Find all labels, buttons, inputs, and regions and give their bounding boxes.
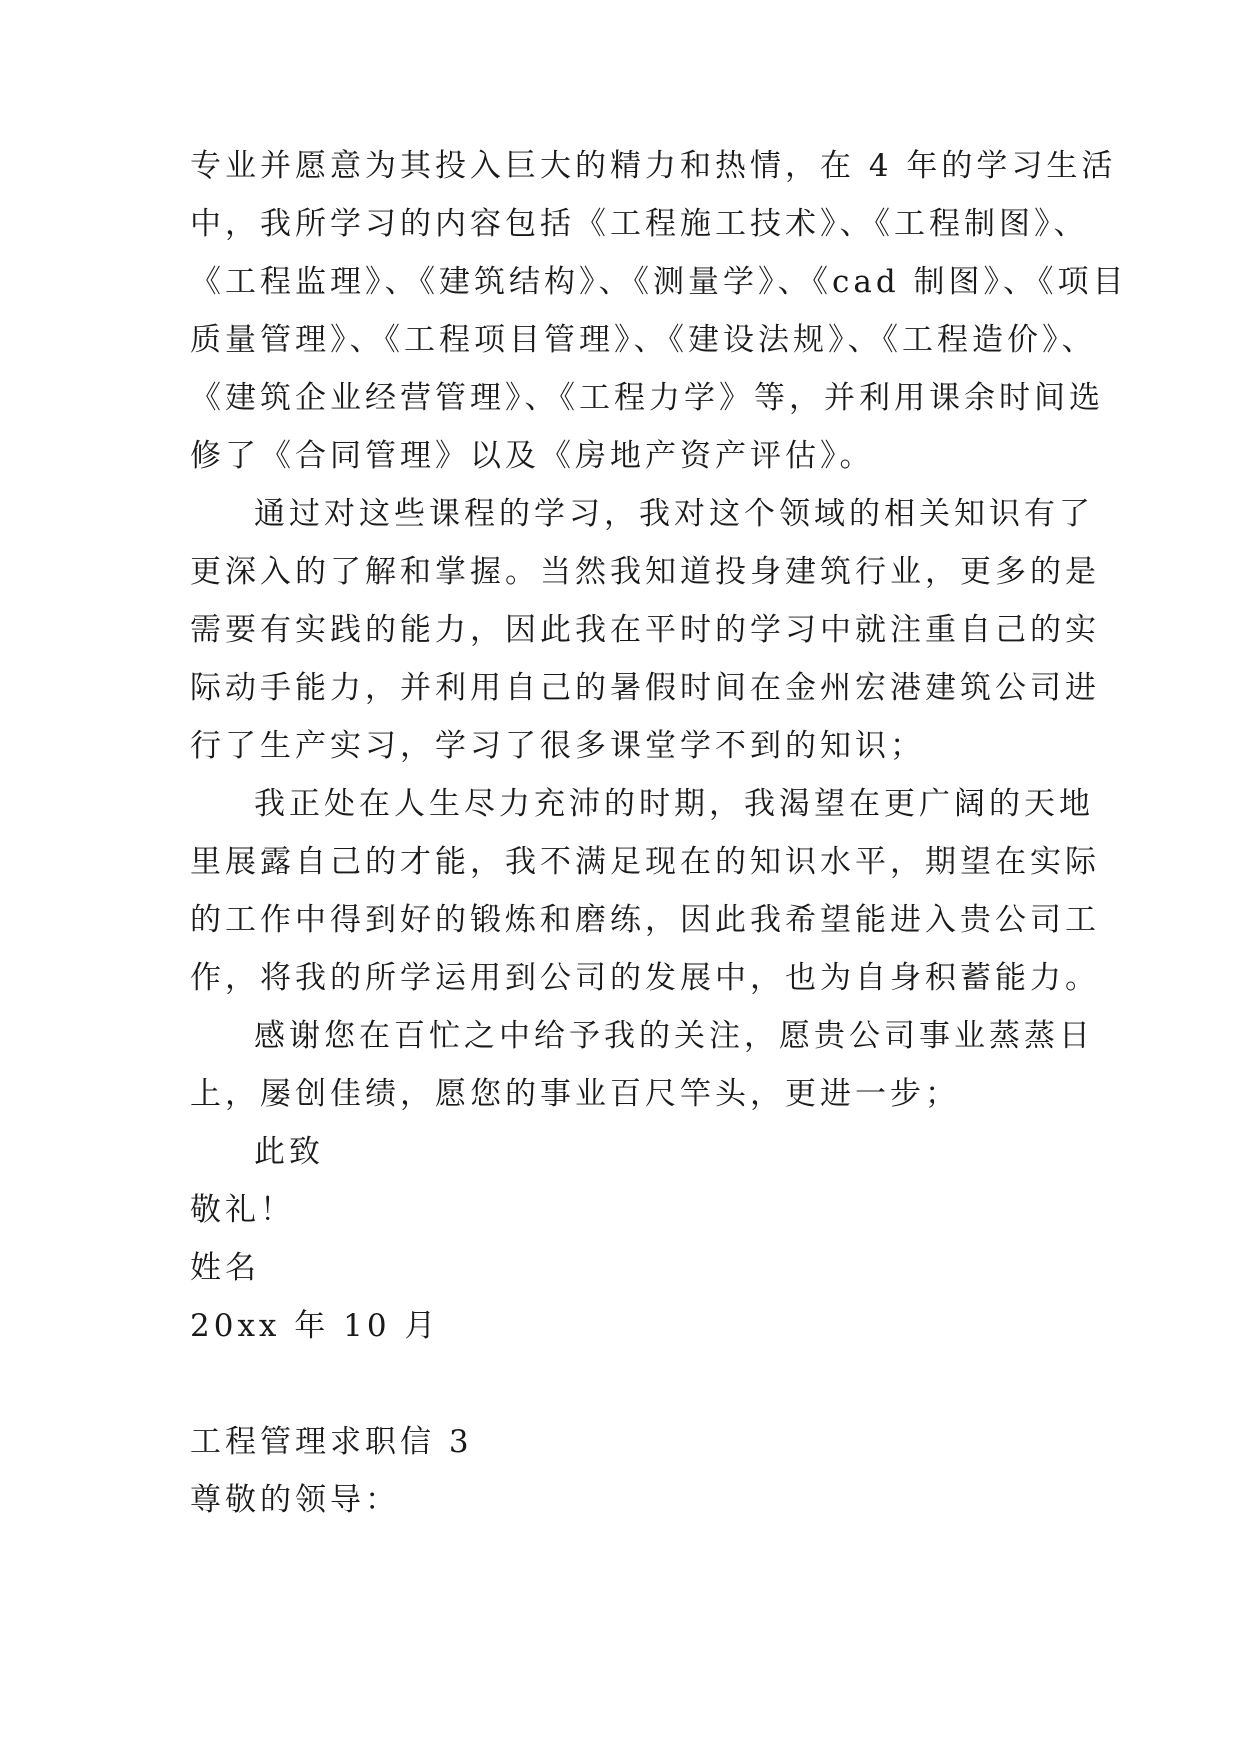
paragraph-2-line-1: 通过对这些课程的学习，我对这个领域的相关知识有了 (254, 496, 1094, 532)
salute-text: 敬礼！ (190, 1192, 295, 1228)
paragraph-1-line-2: 中，我所学习的内容包括《工程施工技术》、《工程制图》、 (190, 206, 1089, 242)
paragraph-2-line-2: 更深入的了解和掌握。当然我知道投身建筑行业，更多的是 (190, 554, 1100, 590)
paragraph-4-line-1: 感谢您在百忙之中给予我的关注，愿贵公司事业蒸蒸日 (254, 1018, 1094, 1054)
paragraph-2-line-4: 际动手能力，并利用自己的暑假时间在金州宏港建筑公司进 (190, 670, 1100, 706)
paragraph-1-line-4: 质量管理》、《工程项目管理》、《建设法规》、《工程造价》、 (190, 322, 1097, 358)
signature-name: 姓名 (190, 1250, 260, 1286)
paragraph-4-line-2: 上，屡创佳绩，愿您的事业百尺竿头，更进一步； (190, 1076, 960, 1112)
paragraph-1-line-5: 《建筑企业经营管理》、《工程力学》等，并利用课余时间选 (190, 380, 1104, 416)
paragraph-3-line-1: 我正处在人生尽力充沛的时期，我渴望在更广阔的天地 (254, 786, 1094, 822)
paragraph-2-line-5: 行了生产实习，学习了很多课堂学不到的知识； (190, 728, 925, 764)
next-letter-title: 工程管理求职信 3 (190, 1424, 473, 1460)
paragraph-1-line-6: 修了《合同管理》以及《房地产资产评估》。 (190, 438, 875, 474)
paragraph-1-line-3: 《工程监理》、《建筑结构》、《测量学》、《cad 制图》、《项目 (190, 264, 1128, 300)
paragraph-2-line-3: 需要有实践的能力，因此我在平时的学习中就注重自己的实 (190, 612, 1100, 648)
paragraph-3-line-3: 的工作中得到好的锻炼和磨练，因此我希望能进入贵公司工 (190, 902, 1100, 938)
letter-date: 20xx 年 10 月 (190, 1308, 440, 1344)
paragraph-3-line-2: 里展露自己的才能，我不满足现在的知识水平，期望在实际 (190, 844, 1100, 880)
paragraph-1-line-1: 专业并愿意为其投入巨大的精力和热情，在 4 年的学习生活 (190, 148, 1117, 184)
closing-text: 此致 (254, 1134, 324, 1170)
next-letter-greeting: 尊敬的领导： (190, 1482, 400, 1518)
paragraph-3-line-4: 作，将我的所学运用到公司的发展中，也为自身积蓄能力。 (190, 960, 1100, 996)
